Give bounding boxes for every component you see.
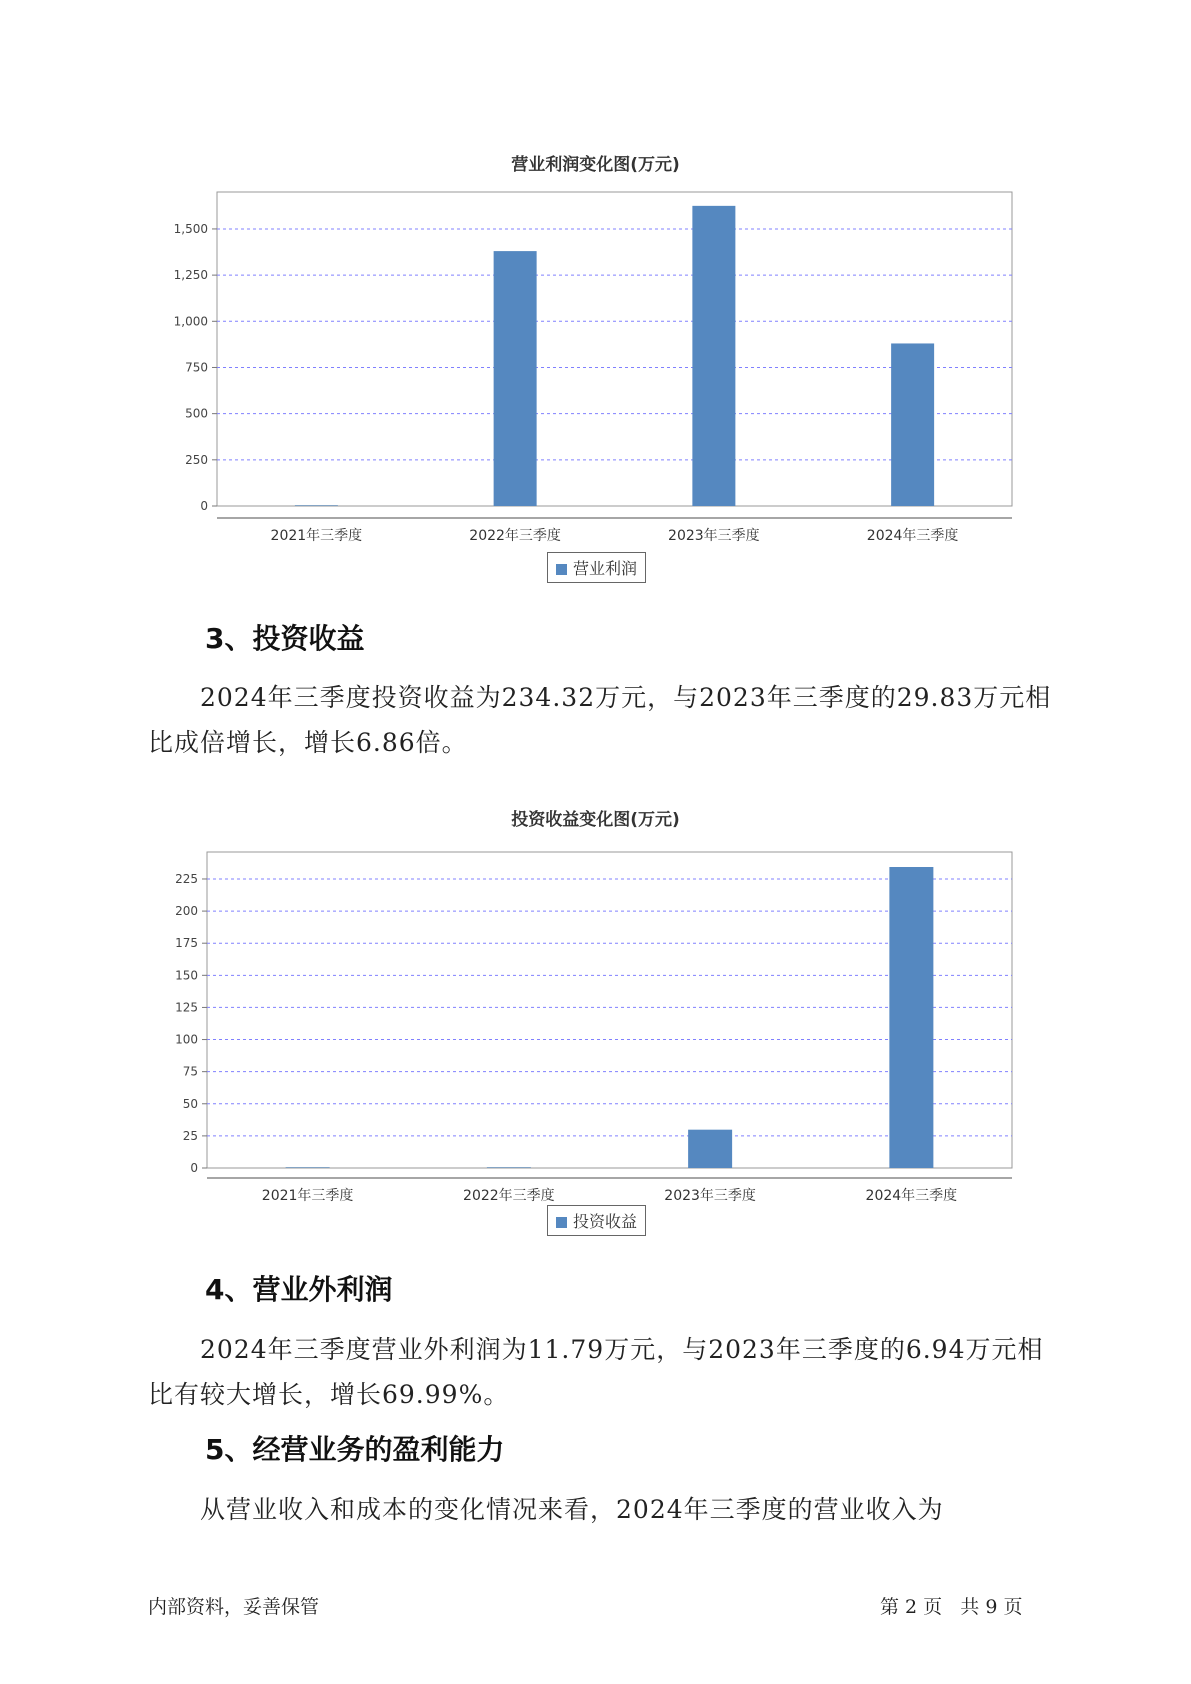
x-tick-label: 2024年三季度 bbox=[866, 528, 959, 544]
section-5-heading: 5、经营业务的盈利能力 bbox=[205, 1433, 505, 1466]
x-tick-label: 2023年三季度 bbox=[668, 528, 760, 544]
y-tick-label: 1,000 bbox=[173, 314, 208, 329]
footer-page-number: 第 2 页 共 9 页 bbox=[880, 1596, 1023, 1618]
bar-2023年三季度 bbox=[688, 1130, 732, 1168]
y-tick-label: 225 bbox=[175, 871, 198, 886]
y-tick-label: 200 bbox=[175, 904, 198, 919]
x-tick-label: 2022年三季度 bbox=[463, 1188, 555, 1204]
bar-2024年三季度 bbox=[889, 867, 933, 1168]
y-tick-label: 25 bbox=[182, 1128, 198, 1143]
y-tick-label: 1,500 bbox=[173, 221, 208, 236]
y-tick-label: 75 bbox=[182, 1064, 198, 1079]
chart1-legend-label: 营业利润 bbox=[573, 559, 638, 578]
y-tick-label: 150 bbox=[175, 968, 198, 983]
bar-2022年三季度 bbox=[487, 1167, 531, 1168]
y-tick-label: 125 bbox=[175, 1000, 198, 1015]
section-3-heading: 3、投资收益 bbox=[205, 622, 365, 655]
chart2-legend bbox=[547, 1205, 646, 1236]
y-tick-label: 0 bbox=[200, 499, 208, 513]
y-tick-label: 100 bbox=[175, 1032, 198, 1047]
chart1-title: 营业利润变化图(万元) bbox=[511, 155, 680, 175]
y-tick-label: 250 bbox=[185, 452, 208, 467]
x-tick-label: 2022年三季度 bbox=[469, 528, 561, 544]
section-4-heading: 4、营业外利润 bbox=[205, 1273, 393, 1306]
chart2-legend-label: 投资收益 bbox=[573, 1212, 638, 1231]
y-tick-label: 50 bbox=[182, 1096, 198, 1111]
section-5-paragraph: 从营业收入和成本的变化情况来看，2024年三季度的营业收入为 bbox=[200, 1495, 944, 1524]
x-tick-label: 2021年三季度 bbox=[261, 1188, 354, 1204]
y-tick-label: 500 bbox=[185, 406, 208, 421]
y-tick-label: 1,250 bbox=[173, 268, 208, 283]
x-tick-label: 2024年三季度 bbox=[865, 1188, 958, 1204]
y-tick-label: 175 bbox=[175, 936, 198, 951]
y-tick-label: 0 bbox=[190, 1161, 198, 1175]
x-tick-label: 2023年三季度 bbox=[664, 1188, 756, 1204]
chart2-title: 投资收益变化图(万元) bbox=[511, 810, 680, 830]
section-3-paragraph: 2024年三季度投资收益为234.32万元，与2023年三季度的29.83万元相比成倍增长，增长6.86倍。 bbox=[148, 683, 1052, 757]
y-tick-label: 750 bbox=[185, 360, 208, 375]
legend-swatch bbox=[556, 1217, 567, 1228]
section-4-paragraph: 2024年三季度营业外利润为11.79万元，与2023年三季度的6.94万元相比有较大增长，增长69.99%。 bbox=[148, 1335, 1044, 1409]
footer-confidential-note: 内部资料，妥善保管 bbox=[148, 1596, 320, 1618]
bar-2021年三季度 bbox=[286, 1167, 330, 1168]
x-tick-label: 2021年三季度 bbox=[270, 528, 363, 544]
